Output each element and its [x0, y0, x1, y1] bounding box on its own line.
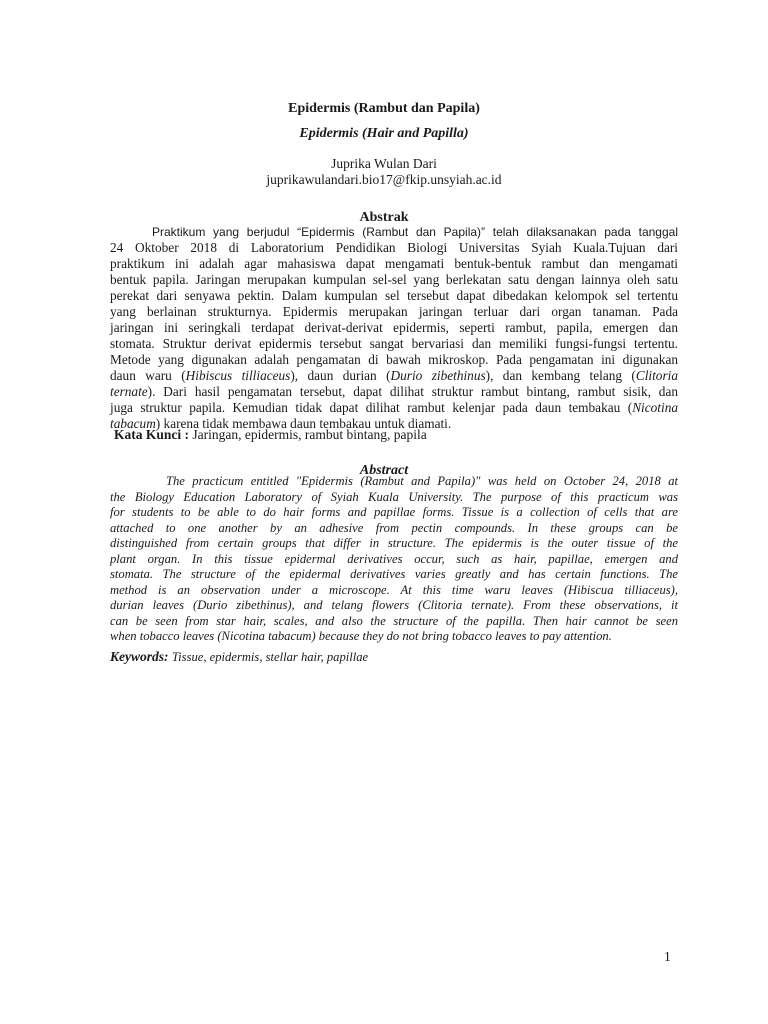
abstrak-body	[110, 224, 678, 432]
abstrak-line	[110, 368, 678, 384]
page-number: 1	[664, 949, 671, 964]
species-name: Durio zibethinus	[390, 368, 486, 383]
keywords-label: Keywords:	[110, 649, 169, 664]
abstract-line: when tobacco leaves (Nicotina tabacum) because they do not bring tobacco leaves to pay attention.	[110, 629, 612, 643]
abstract-line: method is an observation under a microscope. At this time waru leaves (Hibiscua tilliaceus),	[110, 582, 678, 597]
species-name: Nicotina	[632, 400, 678, 415]
abstrak-line: praktikum ini adalah agar mahasiswa dapat mengamati bentuk-bentuk rambut dan mengamati	[110, 256, 678, 271]
abstract-line: stomata. The structure of the epidermal derivatives varies greatly and has certain functions. The	[110, 567, 678, 581]
abstrak-line	[110, 400, 678, 416]
species-name: ternate	[110, 384, 148, 399]
kata-kunci-value: Jaringan, epidermis, rambut bintang, papila	[192, 427, 427, 442]
paper-subtitle: Epidermis (Hair and Papilla)	[299, 126, 469, 141]
abstract-line: distinguished from certain groups that differ in structure. The epidermis is the outer tissue of the	[110, 536, 678, 550]
author-email: juprikawulandari.bio17@fkip.unsyiah.ac.id	[266, 172, 502, 187]
abstract-line: plant organ. In this tissue epidermal derivatives occur, such as hair, papillae, emergen and	[110, 551, 678, 566]
species-name: tabacum	[110, 416, 156, 431]
kata-kunci-label: Kata Kunci :	[114, 427, 190, 442]
paper-title: Epidermis (Rambut dan Papila)	[288, 101, 480, 116]
species-name: Hibiscus tilliaceus	[185, 368, 291, 383]
abstrak-heading: Abstrak	[359, 210, 409, 225]
abstrak-line: Metode yang digunakan adalah pengamatan di bawah mikroskop. Pada pengamatan ini digunakan	[110, 352, 678, 367]
text-fragment: ). Dari hasil pengamatan tersebut, dapat dilihat struktur rambut bintang, rambut sisik, dan	[147, 384, 678, 399]
text-fragment: ), daun durian (	[290, 368, 391, 383]
text-fragment: ), dan kembang telang (	[485, 368, 636, 383]
abstract-heading: Abstract	[359, 463, 409, 478]
text-fragment: daun waru (	[110, 368, 186, 383]
abstract-line: the Biology Education Laboratory of Syiah Kuala University. The purpose of this practicum was	[110, 489, 678, 504]
abstrak-line: stomata. Struktur derivat epidermis tersebut sangat bervariasi dan memiliki fungsi-fungsi tertentu.	[110, 336, 678, 351]
abstrak-line: perekat dari senyawa pektin. Dalam kumpulan sel tersebut dapat dibedakan kelompok sel tertentu	[110, 288, 678, 303]
species-name: Clitoria	[635, 368, 678, 383]
text-fragment: ) karena tidak membawa daun tembakau untuk diamati.	[155, 416, 452, 431]
abstrak-line: yang berlainan strukturnya. Epidermis merupakan jaringan terluar dari organ tanaman. Pada	[110, 304, 678, 319]
abstract-line: durian leaves (Durio zibethinus), and telang flowers (Clitoria ternate). From these observations, it	[110, 598, 678, 612]
abstract-line: can be seen from star hair, scales, and also the structure of the papilla. Then hair cannot be seen	[110, 613, 678, 628]
abstract-line: The practicum entitled "Epidermis (Rambut and Papila)" was held on October 24, 2018 at	[166, 474, 678, 488]
text-fragment: juga struktur papila. Kemudian tidak dapat dilihat rambut kelenjar pada daun tembakau (	[110, 400, 633, 415]
abstrak-line: 24 Oktober 2018 di Laboratorium Pendidikan Biologi Universitas Syiah Kuala.Tujuan dari	[110, 240, 678, 255]
abstrak-line: jaringan ini seringkali terdapat derivat-derivat epidermis, seperti rambut, papila, emergen dan	[110, 320, 678, 335]
abstract-line: for students to be able to do hair forms and papillae forms. Tissue is a collection of cells that are	[110, 505, 678, 519]
kata-kunci	[114, 427, 427, 443]
abstract-line: attached to one another by an adhesive from pectin compounds. In these groups can be	[110, 520, 678, 535]
abstrak-line: bentuk papila. Jaringan merupakan kumpulan sel-sel yang berlekatan satu dengan lainnya oleh satu	[110, 272, 678, 287]
keywords-value: Tissue, epidermis, stellar hair, papillae	[171, 650, 369, 664]
abstract-body	[110, 474, 678, 645]
abstrak-line	[110, 384, 678, 400]
author-name: Juprika Wulan Dari	[331, 156, 437, 171]
keywords	[110, 649, 368, 665]
abstrak-line: Praktikum yang berjudul “Epidermis (Rambut dan Papila)” telah dilaksanakan pada tanggal	[152, 225, 678, 239]
